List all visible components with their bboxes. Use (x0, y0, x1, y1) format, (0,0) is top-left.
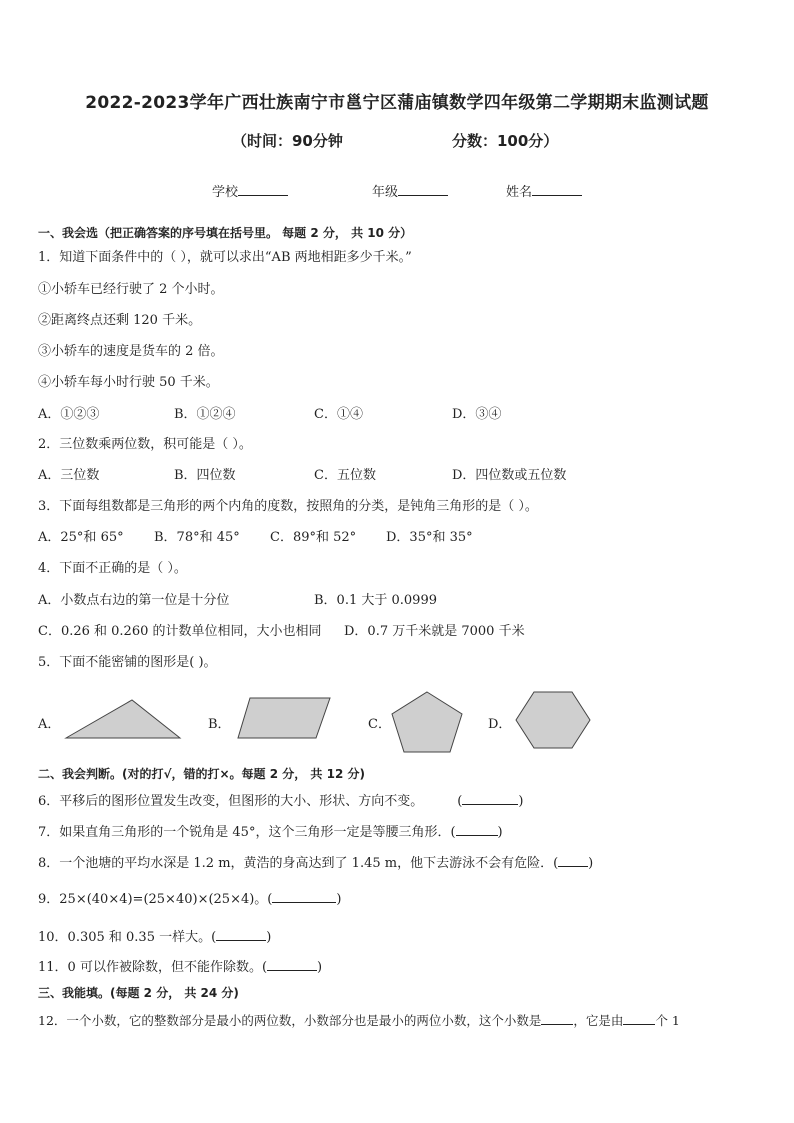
q9-text: 9．25×(40×4)=(25×40)×(25×4)。( (38, 892, 273, 907)
q4-stem: 4．下面不正确的是（ ）。 (38, 561, 187, 576)
name-label: 姓名 (506, 185, 533, 200)
name-field (506, 181, 582, 200)
q4-option-a[interactable]: A．小数点右边的第一位是十分位 (38, 593, 230, 608)
exam-score: 分数：100分） (452, 132, 559, 150)
q1-condition: ④小轿车每小时行驶 50 千米。 (38, 375, 219, 390)
school-label: 学校 (212, 185, 239, 200)
q12-statement (38, 1011, 680, 1029)
q2-option-d[interactable]: D．四位数或五位数 (452, 468, 567, 483)
section2-heading: 二、我会判断。(对的打√，错的打×。每题 2 分， 共 12 分) (38, 767, 365, 781)
pentagon-shape[interactable] (390, 690, 464, 754)
q6-statement (38, 791, 523, 810)
q4-option-d[interactable]: D．0.7 万千米就是 7000 千米 (344, 624, 525, 639)
q4-option-c[interactable]: C．0.26 和 0.260 的计数单位相同，大小也相同 (38, 624, 322, 639)
q10-text: 10．0.305 和 0.35 一样大。( (38, 930, 217, 945)
q3-option-a[interactable]: A．25°和 65° (38, 530, 124, 545)
q12-text-part2: ，它是由 (573, 1013, 624, 1028)
school-field (212, 181, 288, 200)
name-blank[interactable] (532, 182, 582, 196)
q1-option-c[interactable]: C．①④ (314, 407, 363, 422)
triangle-shape[interactable] (64, 698, 182, 740)
q9-answer-blank[interactable] (272, 889, 336, 903)
parallelogram-shape[interactable] (236, 696, 332, 740)
q3-option-c[interactable]: C．89°和 52° (270, 530, 357, 545)
q3-option-d[interactable]: D．35°和 35° (386, 530, 473, 545)
q1-option-d[interactable]: D．③④ (452, 407, 502, 422)
q6-text: 6．平移后的图形位置发生改变，但图形的大小、形状、方向不变。 (38, 794, 424, 809)
q3-stem: 3．下面每组数都是三角形的两个内角的度数，按照角的分类，是钝角三角形的是（ ）。 (38, 499, 538, 514)
q9-statement (38, 889, 341, 908)
q12-answer-blank-2[interactable] (623, 1011, 655, 1025)
q1-stem: 1．知道下面条件中的（ ），就可以求出“AB 两地相距多少千米。” (38, 250, 412, 265)
q7-answer-blank[interactable] (456, 822, 498, 836)
q8-close-paren: ) (588, 856, 594, 871)
q7-close-paren: ) (497, 825, 503, 840)
q8-text: 8．一个池塘的平均水深是 1.2 m，黄浩的身高达到了 1.45 m，他下去游泳不会有危险．( (38, 856, 559, 871)
grade-label: 年级 (372, 185, 399, 200)
q5-option-c[interactable]: C． (368, 717, 391, 732)
q12-text-part1: 12．一个小数，它的整数部分是最小的两位数，小数部分也是最小的两位小数，这个小数是 (38, 1013, 542, 1028)
q5-option-a[interactable]: A． (38, 717, 61, 732)
page-title: 2022-2023学年广西壮族南宁市邕宁区蒲庙镇数学四年级第二学期期末监测试题 (85, 93, 709, 113)
grade-blank[interactable] (398, 182, 448, 196)
q1-condition: ①小轿车已经行驶了 2 个小时。 (38, 282, 224, 297)
q6-close-paren: ) (518, 794, 524, 809)
q7-statement (38, 822, 503, 841)
hexagon-shape[interactable] (514, 690, 592, 750)
q1-condition: ③小轿车的速度是货车的 2 倍。 (38, 344, 224, 359)
q4-option-b[interactable]: B．0.1 大于 0.0999 (314, 593, 437, 608)
q2-stem: 2．三位数乘两位数，积可能是（ ）。 (38, 437, 252, 452)
q2-option-a[interactable]: A．三位数 (38, 468, 100, 483)
q5-option-d[interactable]: D． (488, 717, 512, 732)
q10-close-paren: ) (266, 930, 272, 945)
q2-option-c[interactable]: C．五位数 (314, 468, 376, 483)
q11-text: 11．0 可以作被除数，但不能作除数。( (38, 960, 268, 975)
section3-heading: 三、我能填。(每题 2 分， 共 24 分) (38, 986, 239, 1000)
section1-heading: 一、我会选（把正确答案的序号填在括号里。 每题 2 分， 共 10 分） (38, 226, 413, 240)
q1-option-b[interactable]: B．①②④ (174, 407, 236, 422)
q11-close-paren: ) (317, 960, 323, 975)
q9-close-paren: ) (336, 892, 342, 907)
q8-answer-blank[interactable] (558, 853, 588, 867)
q1-option-a[interactable]: A．①②③ (38, 407, 100, 422)
exam-time: （时间：90分钟 (232, 132, 343, 150)
q5-option-b[interactable]: B． (208, 717, 231, 732)
q10-statement (38, 927, 271, 946)
q8-statement (38, 853, 593, 872)
q5-stem: 5．下面不能密铺的图形是( )。 (38, 655, 217, 670)
q11-answer-blank[interactable] (267, 957, 317, 971)
q3-option-b[interactable]: B．78°和 45° (154, 530, 240, 545)
q12-text-part3: 个 1 (655, 1013, 680, 1028)
q2-option-b[interactable]: B．四位数 (174, 468, 236, 483)
q10-answer-blank[interactable] (216, 927, 266, 941)
q6-open-paren: ( (457, 794, 463, 809)
q11-statement (38, 957, 322, 976)
q6-answer-blank[interactable] (462, 791, 518, 805)
q7-text: 7．如果直角三角形的一个锐角是 45°，这个三角形一定是等腰三角形．( (38, 825, 456, 840)
q12-answer-blank-1[interactable] (541, 1011, 573, 1025)
q1-condition: ②距离终点还剩 120 千米。 (38, 313, 202, 328)
school-blank[interactable] (238, 182, 288, 196)
grade-field (372, 181, 448, 200)
